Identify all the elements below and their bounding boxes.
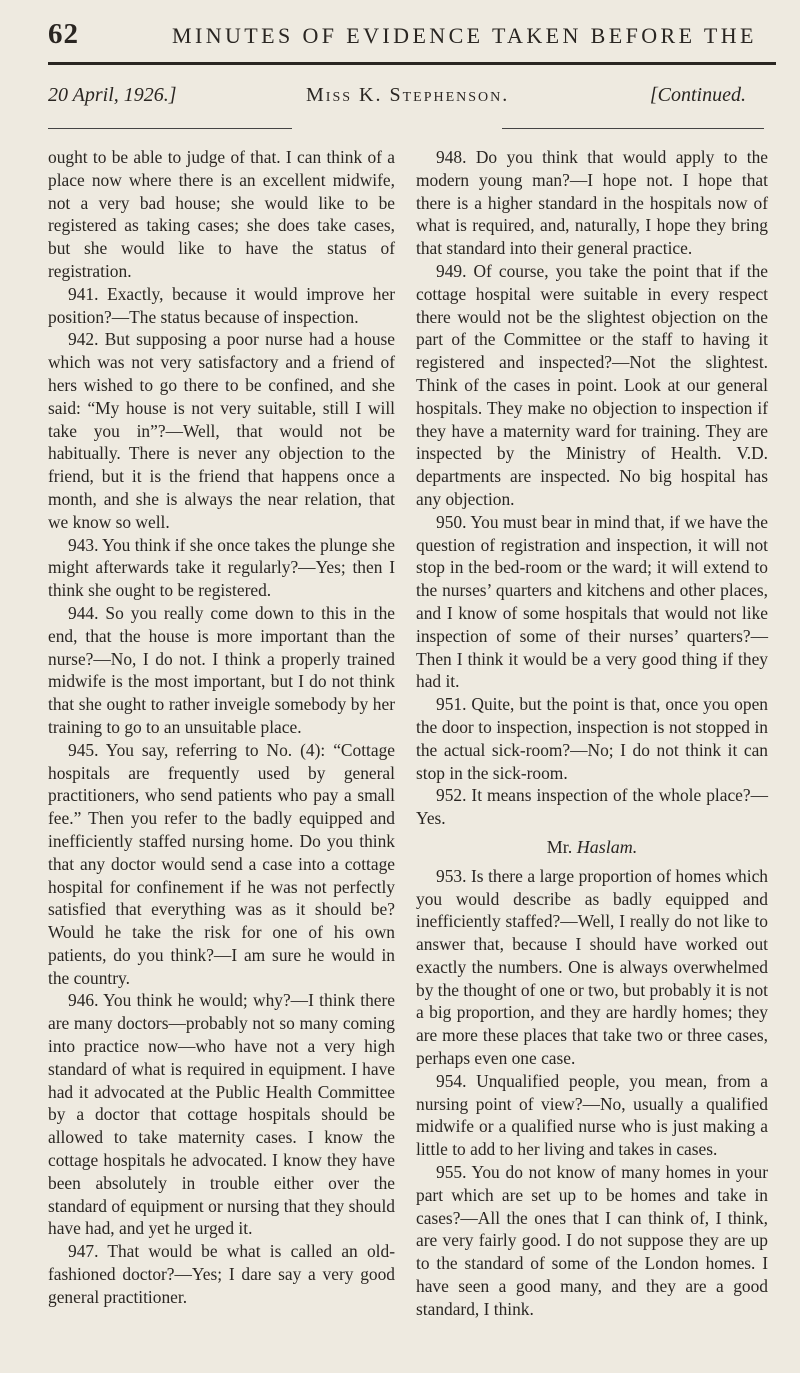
paragraph: 944. So you really come down to this in the end, that the house is more important than the nurse?—No, I do not. I think a properly trained midwife is the most important, but I do not think that she ought to rather inveigle somebody by her training to go to an unsuitable place. (48, 602, 395, 737)
running-head (48, 18, 776, 56)
paragraph: 945. You say, referring to No. (4): “Cottage hospitals are frequently used by general practitioners, who send patients who pay a small fee.” Then you refer to the badly equipped and inefficiently staffed nursing home. Do you think that any doctor would send a case into a cottage hospital for confinement if he was not perfectly satisfied that everything was as it should be? Would he take the risk for one of his own patients, do you think?—I am sure he would in the country. (48, 739, 395, 988)
subheader-rule-right (502, 128, 764, 129)
paragraph: 941. Exactly, because it would improve her position?—The status because of inspection. (48, 283, 395, 327)
paragraph: 952. It means inspection of the whole place?—Yes. (416, 785, 768, 829)
paragraph: 949. Of course, you take the point that if the cottage hospital were suitable in every respect there would not be the slightest objection on the part of the Committee or the staff to having it registered and inspected?—Not the slightest. Think of the cases in point. Look at our general hospitals. They make no objection to inspection if they have a maternity ward for training. They are inspected by the Ministry of Health. V.D. departments are inspected. No big hospital has any objection. (416, 260, 768, 509)
speaker-prefix: Mr. (546, 836, 573, 857)
continued-label: [Continued. (649, 84, 746, 106)
witness-name: Miss K. Stephenson. (306, 84, 510, 106)
right-column (416, 146, 768, 1321)
paragraph: 955. You do not know of many homes in your part which are set up to be homes and take in cases?—All the ones that I can think of, I think, are very fairly good. I do not suppose they are up to the standard of some of the London homes. I have seen a good many, and they are a good standard, I think. (416, 1162, 768, 1319)
subheader-rule-left (48, 128, 292, 129)
paragraph: 943. You think if she once takes the plunge she might afterwards take it regularly?—Yes; then I think she ought to be registered. (48, 534, 395, 601)
paragraph: 953. Is there a large proportion of homes which you would describe as badly equipped and inefficiently staffed?—Well, I really do not like to answer that, because I should have worked out exactly the numbers. One is always overwhelmed by the thought of one or two, but probably it is not a big proportion, and they are hardly homes; they are more these places that take two or three cases, perhaps even one case. (416, 865, 768, 1069)
paragraph: 946. You think he would; why?—I think there are many doctors—probably not so many coming into practice now—who have not a very high standard of what is required in equipment. I have had it advocated at the Public Health Committee by a doctor that cottage hospitals should be allowed to take maternity cases. I know the cottage hospitals he advocated. I know they have been absolutely in trouble either over the standard of equipment or nursing that they should have had, and yet he urged it. (48, 990, 395, 1239)
header-rule (48, 62, 776, 65)
paragraph: 948. Do you think that would apply to the modern young man?—I hope not. I hope that there is a higher standard in the hospitals now of what is required, and, naturally, I hope they bring that standard into their general practice. (416, 147, 768, 259)
paragraph: 954. Unqualified people, you mean, from a nursing point of view?—No, usually a qualified midwife or a qualified nurse who is just making a little to add to her living and takes in cases. (416, 1070, 768, 1160)
speaker-heading (416, 836, 768, 859)
paragraph: 950. You must bear in mind that, if we have the question of registration and inspection, it will not stop in the bed-room or the ward; it will extend to the nurses’ quarters and kitchens and other places, and I know of some hospitals that would not like inspection of some of their nurses’ quarters?—Then I think it would be a very good thing if they had it. (416, 511, 768, 692)
paragraph: ought to be able to judge of that. I can think of a place now where there is an excellent midwife, not a very bad house; she would like to be registered as taking cases; she does take cases, but she would like to have the status of registration. (48, 147, 395, 281)
subheader (48, 84, 776, 114)
left-column (48, 146, 395, 1309)
page-number: 62 (48, 18, 79, 50)
speaker-name: Haslam. (576, 836, 638, 857)
running-title: MINUTES OF EVIDENCE TAKEN BEFORE THE (172, 23, 757, 48)
paragraph: 947. That would be what is called an old-fashioned doctor?—Yes; I dare say a very good general practitioner. (48, 1241, 395, 1307)
paragraph: 951. Quite, but the point is that, once you open the door to inspection, inspection is not stopped in the actual sick-room?—No; I do not think it can stop in the sick-room. (416, 694, 768, 783)
paragraph: 942. But supposing a poor nurse had a house which was not very satisfactory and a friend of hers wished to go there to be confined, and she said: “My house is not very suitable, still I will take you in”?—Well, that would not be habitually. There is never any objection to the friend, but it is the friend that happens once a month, and she is always the near relation, that we know so well. (48, 329, 395, 532)
hearing-date: 20 April, 1926.] (48, 84, 177, 106)
